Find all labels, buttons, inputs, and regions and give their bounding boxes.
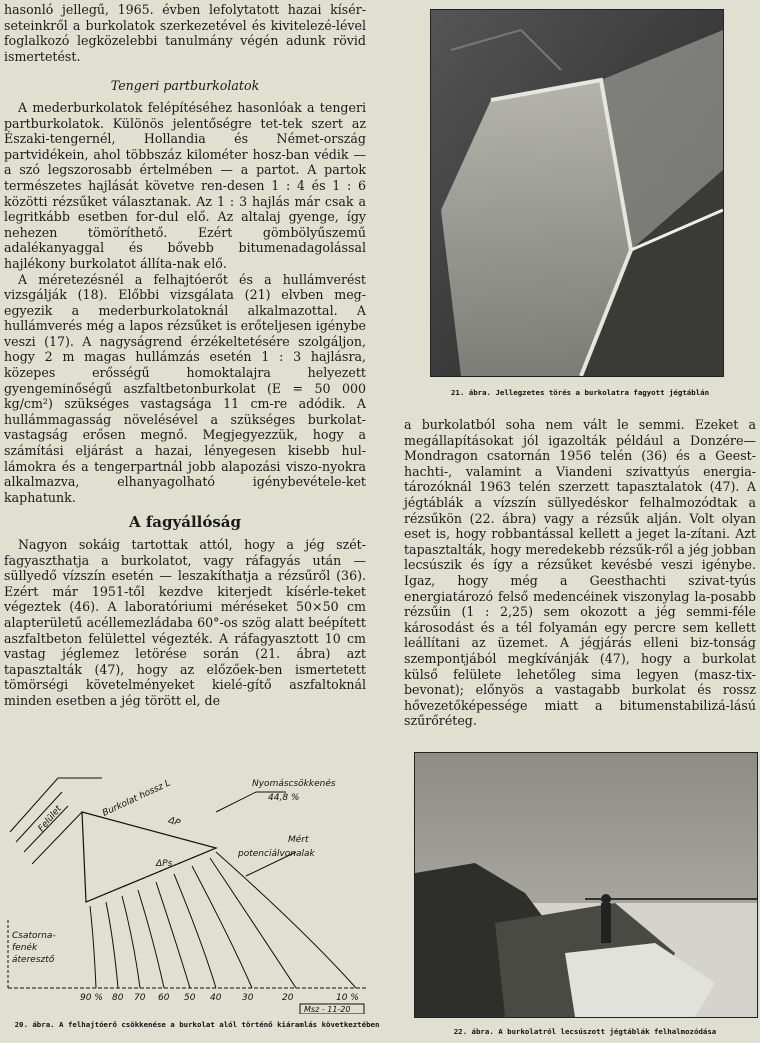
label-burkolat-hossz: Burkolat hossz L <box>101 778 173 819</box>
figure-22-caption: 22. ábra. A burkolatról lecsúszott jégtáblák felhalmozódása <box>453 1027 717 1036</box>
label-dp: ΔP <box>166 815 182 829</box>
scale-label-0: 90 % <box>80 993 103 1003</box>
label-mert: Mért <box>288 835 309 845</box>
left-text-column <box>4 2 366 709</box>
scale-label-4: 50 <box>184 993 196 1003</box>
section-title-fagyallosag: A fagyállóság <box>128 513 241 532</box>
scale-labels <box>80 993 359 1003</box>
paragraph: Nagyon sokáig tartottak attól, hogy a jég szét-fagyaszthatja a burkolatot, vagy ráfagyás után — süllyedő vízszín esetén — leszakíthatja a rézsűről (36). Ezért már 1951-től kezdve kiterjedt kísérle-teket végeztek (46). A laboratóriumi méréseket 50×50 cm alapterületű acéllemezládaba 60°-os szög alatt beépített aszfaltbeton felülettel végezték. A ráfagyasztott 10 cm vastag jéglemez letörése során (21. ábra) azt tapasztalták (47), hogy az előzőek-ben ismertetett tömörségi követelményeket kielé-gítő aszfaltoknál minden esetben a jég törött el, de <box>4 537 366 708</box>
figure-21-caption: 21. ábra. Jellegzetes törés a burkolatra fagyott jégtáblán <box>450 388 710 397</box>
intro-paragraph: hasonló jellegű, 1965. évben lefolytatott hazai kísér-seteinkről a burkolatok szerkezetével és kivitelezé-lével foglalkozó legközelebbi tanulmány végén adunk rövid ismertetést. <box>4 2 366 64</box>
label-fenek: fenék <box>12 943 38 953</box>
photo-22-image <box>415 753 757 1017</box>
paragraph: a burkolatból soha nem vált le semmi. Ezeket a megállapításokat jól igazolták például a Donzére—Mondragon csatornán 1956 telén (36) és a Geest-hachti-, valamint a Viandeni szivattyús energia-tározóknál 1963 telén szerzett tapasztalatok (47). A jégtáblák a vízszín süllyedéskor felhalmozódtak a rézsűkön (22. ábra) vagy a rézsűk alján. Volt olyan eset is, hogy robbantással kellett a jeget la-zítani. Azt tapasztalták, hogy meredekebb rézsűk-ről a jég jobban lecsúszik és így a rézsűket kevésbé veszi igénybe. Igaz, hogy még a Geesthachti szivat-tyús energiatározó felső medencéinek viszonylag la-posabb rézsűin (1 : 2,25) sem okozott a jég semmi-féle károsodást és a tél folyamán egy percre sem kellett leállítani az üzemet. A jégjárás elleni biz-tonság szempontjából megkívánják (47), hogy a burkolat külső felülete lehetőleg sima legyen (masz-tix-bevonat); előnyös a vastagabb burkolat és rossz hővezetőképessége miatt a bitumenstabilizá-lású szűrőréteg. <box>404 417 756 729</box>
scale-label-3: 60 <box>158 993 170 1003</box>
scale-label-6: 30 <box>242 993 254 1003</box>
figure-20-caption: 20. ábra. A felhajtóerő csökkenése a burkolat alól történő kiáramlás következtében <box>14 1020 380 1029</box>
scale-label-2: 70 <box>134 993 146 1003</box>
photo-ice-fracture <box>430 9 724 377</box>
photo-21-image <box>431 10 723 376</box>
label-nyomas-pct: 44,8 % <box>268 793 300 803</box>
figure-20-diagram <box>6 752 370 1014</box>
section-title-tengeri: Tengeri partburkolatok <box>110 78 260 94</box>
photo-ice-accumulation <box>414 752 758 1018</box>
scale-label-1: 80 <box>112 993 124 1003</box>
label-msz: Msz - 11-20 <box>304 1005 351 1014</box>
scale-label-7: 20 <box>282 993 294 1003</box>
label-ateresztő: áteresztő <box>12 955 55 965</box>
label-csatorna: Csatorna- <box>12 931 56 941</box>
paragraph: A méretezésnél a felhajtóerőt és a hullámverést vizsgálják (18). Előbbi vizsgálata (21) elvben meg-egyezik a mederburkolatoknál alkalmazottal. A hullámverés még a lapos rézsűket is erőteljesen igénybe veszi (17). A nagyságrend érzékeltetésére szolgáljon, hogy 2 m magas hullámzás esetén 1 : 3 hajlásra, közepes erősségű homoktalajra helyezett gyengeminőségű aszfaltbetonburkolat (E = 50 000 kg/cm²) szükséges vastagsága 11 cm-re adódik. A hullámmagasság növelésével a szükséges burkolat-vastagság erősen megnő. Megjegyezzük, hogy a számítási eljárást a hazai, lényegesen kisebb hul-lámokra és a tengerpartnál jobb alapozási viszo-nyokra alkalmazva, elhanyagolható igénybevétele-ket kaphatunk. <box>4 271 366 505</box>
label-felulet: Felület <box>36 804 64 834</box>
scale-label-5: 40 <box>210 993 222 1003</box>
paragraph: A mederburkolatok felépítéséhez hasonlóak a tengeri partburkolatok. Különös jelentőségre tet-tek szert az Északi-tengernél, Hollandia és Német-ország partvidékein, ahol többszáz kilométer hosz-ban védik — a szó legszorosabb értelmében — a partot. A partok természetes hajlását követve ren-desen 1 : 4 és 1 : 6 közötti rézsűket választanak. Az 1 : 3 hajlás már csak a legritkább esetben for-dul elő. Az altalaj gyenge, így nehezen tömöríthető. Ezért gömbölyűszemű adalékanyaggal és bővebb bitumenadagolással hajlékony burkolatot állíta-nak elő. <box>4 99 366 271</box>
label-dps: ΔPs <box>156 859 173 869</box>
label-potencialvonalak: potenciálvonalak <box>238 849 315 859</box>
label-nyomascsokkenes: Nyomáscsökkenés <box>252 779 336 789</box>
right-text-column <box>404 417 756 729</box>
scale-label-8: 10 % <box>336 993 359 1003</box>
